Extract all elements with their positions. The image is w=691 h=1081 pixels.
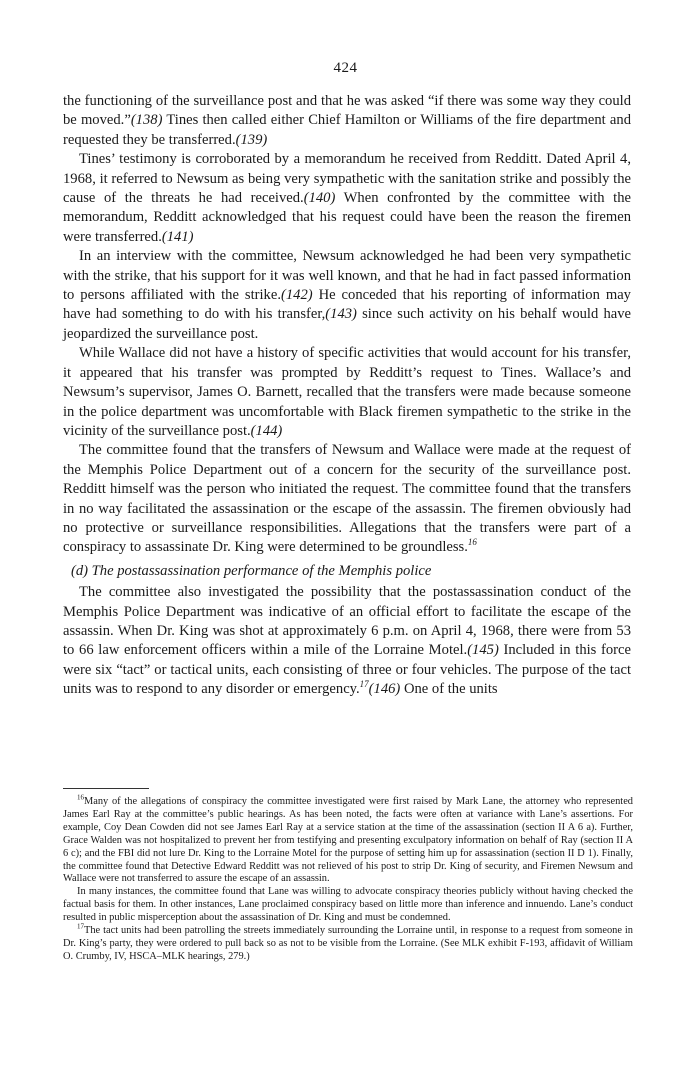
paragraph: In an interview with the committee, Newsum acknowledged he had been very sympathetic with the strike, that his support for it was well known, and that he had in fact passed information to persons affiliated with the strike.(142) He conceded that his reporting of information may have had something to do with his transfer,(143) since such activity on his behalf would have jeopardized the surveillance post.	[63, 248, 632, 342]
footnote-ref: 16	[467, 537, 477, 548]
citation: (144)	[250, 422, 283, 439]
paragraph: The committee also investigated the possibility that the postassassination conduct of the Memphis Police Department was indicative of an official effort to facilitate the escape of the assassin. When Dr. King was shot at approximately 6 p.m. on April 4, 1968, there were from 53 to 66 law enforcement officers within a mile of the Lorraine Motel.(145) Included in this force were six “tact” or tactical units, each consisting of three or four vehicles. The purpose of the tact units was to respond to any disorder or emergency.$^{17}$(146) One of the units	[63, 584, 632, 698]
citation: (143)	[325, 306, 357, 323]
body-text	[63, 92, 631, 700]
footnote: In many instances, the committee found that Lane was willing to advocate conspiracy theories publicly without having checked the factual basis for them. In other instances, Lane proclaimed conspiracy based on little more than inference and innuendo. Lane’s conduct resulted in public misperception about the assassination of Dr. King and must be condemned.	[63, 886, 633, 924]
paragraph: Tines’ testimony is corroborated by a memorandum he received from Redditt. Dated April 4, 1968, it referred to Newsum as being very sympathetic with the sanitation strike and possibly the cause of the threats he had received.(140) When confronted by the committee with the memorandum, Redditt acknowledged that his request could have been the reason the firemen were transferred.(141)	[63, 151, 631, 245]
footnotes	[63, 793, 633, 964]
citation: (141)	[161, 228, 194, 245]
paragraph-group-after	[63, 583, 631, 699]
paragraph: While Wallace did not have a history of specific activities that would account for his transfer, it appeared that his transfer was prompted by Redditt’s request to Tines. Wallace’s and Newsum’s supervisor, James O. Barnett, recalled that the transfers were made because someone in the police department was uncomfortable with Black firemen sympathetic to the strike in the vicinity of the surveillance post.(144)	[63, 345, 631, 439]
citation: (146)	[368, 681, 401, 698]
citation: (138)	[130, 112, 163, 129]
footnote: $^{17}$The tact units had been patrolling the streets immediately surrounding the Lorraine until, in response to a request from someone in Dr. King’s party, they were ordered to pull back so as not to be visible from the Lorraine. (See MLK exhibit F-193, affidavit of William O. Crumby, IV, HSCA–MLK hearings, 279.)	[63, 922, 633, 962]
section-heading: (d) The postassassination performance of the Memphis police	[71, 562, 432, 579]
paragraph: the functioning of the surveillance post and that he was asked “if there was some way they could be moved.”(138) Tines then called either Chief Hamilton or Williams of the fire department and requested they be transferred.(139)	[63, 93, 631, 148]
paragraph: The committee found that the transfers of Newsum and Wallace were made at the request of the Memphis Police Department out of a concern for the security of the surveillance post. Redditt himself was the person who initiated the request. The committee found that the transfers in no way facilitated the assassination or the escape of the assassin. The firemen obviously had no protective or surveillance responsibilities. Allegations that the transfers were part of a conspiracy to assassinate Dr. King were determined to be groundless.$^{16}$	[63, 442, 631, 556]
footnote-mark: 16	[77, 793, 84, 802]
citation: (142)	[280, 287, 313, 304]
footnote-ref: 17	[359, 679, 369, 690]
citation: (140)	[303, 190, 336, 207]
paragraph-group-before	[63, 92, 631, 558]
page-number: 424	[333, 60, 358, 76]
footnote: $^{16}$Many of the allegations of conspiracy the committee investigated were first raised by Mark Lane, the attorney who represented James Earl Ray at the committee’s public hearings. As has been noted, the facts were often at variance with Lane’s assertions. For example, Coy Dean Cowden did not see James Earl Ray at a service station at the time of the assassination (section II A 6 a). Further, Grace Walden was not hospitalized to prevent her from testifying and presenting exculpatory information on behalf of Ray (section II A 6 c); and the FBI did not lure Dr. King to the Lorraine Motel for the purpose of setting him up for assassination (section II D 1). Finally, the committee found that Detective Edward Redditt was not relieved of his post to strip Dr. King of security, and Firemen Newsum and Wallace were not transferred to assure the escape of an assassin.	[63, 793, 633, 885]
footnote-mark: 17	[77, 922, 84, 931]
citation: (139)	[235, 131, 268, 148]
footnote-divider	[63, 788, 149, 789]
citation: (145)	[467, 642, 499, 659]
